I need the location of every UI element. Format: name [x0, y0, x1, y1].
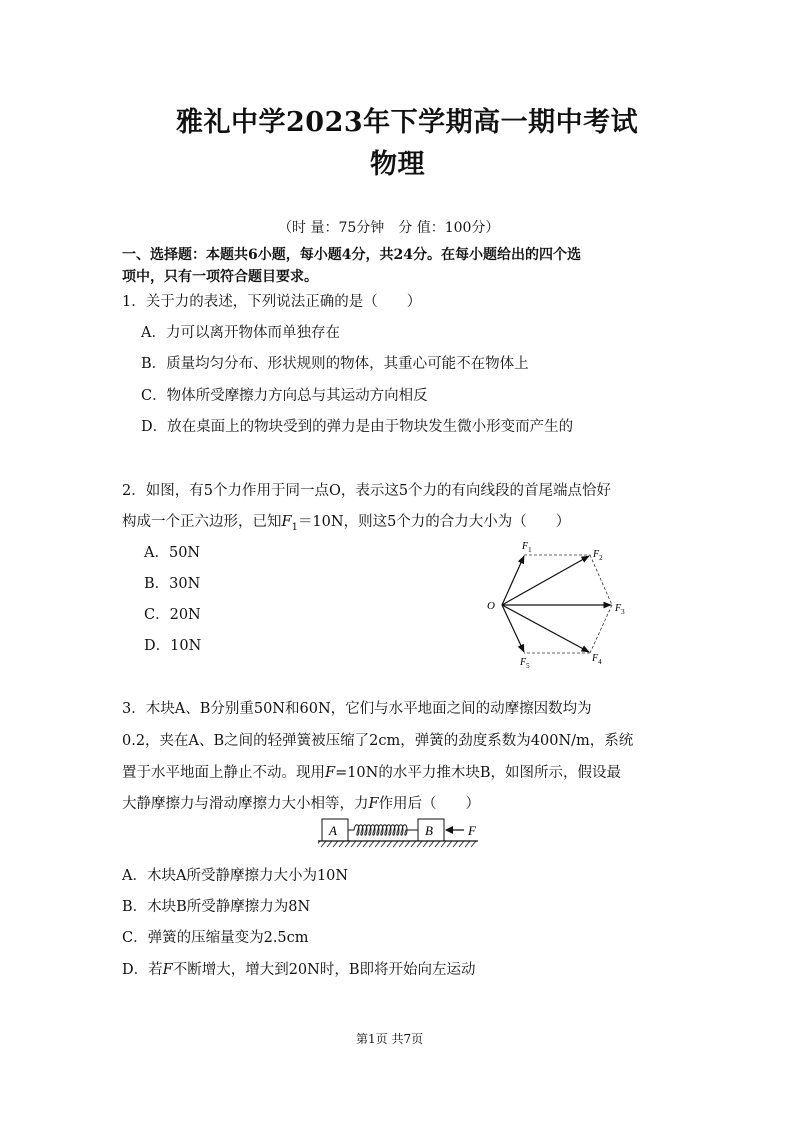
question-3-stem4-a: 大静摩擦力与滑动摩擦力大小相等，力 [122, 796, 369, 812]
force-label-sub: 2 [599, 554, 603, 562]
hatch-mark [318, 841, 320, 847]
question-2-option-c: C．20N [144, 607, 201, 623]
question-3-stem-line1: 3．木块A、B分别重50N和60N，它们与水平地面之间的动摩擦因数均为 [122, 701, 592, 717]
push-force-arrowhead [445, 826, 453, 834]
hatch-mark [459, 841, 464, 847]
question-2-stem-line2 [122, 510, 570, 533]
question-3-option-c: C．弹簧的压缩量变为2.5cm [122, 930, 309, 946]
question-1-stem: 1．关于力的表述，下列说法正确的是（ ） [122, 294, 422, 310]
block-a-label: A [329, 823, 337, 838]
force-label-f5 [519, 657, 530, 670]
force-subscript: 1 [291, 521, 298, 533]
question-2-option-b: B．30N [144, 576, 201, 592]
question-2-option-d: D．10N [144, 638, 202, 654]
question-2-stem-line1: 2．如图，有5个力作用于同一点O，表示这5个力的有向线段的首尾端点恰好 [122, 483, 612, 499]
question-3-stem3-b: =10N的水平力推木块B，如图所示，假设最 [335, 765, 622, 781]
hexagon-side [590, 555, 612, 605]
page-footer: 第1页 共7页 [356, 1032, 424, 1046]
force-arrow-f1 [502, 556, 524, 605]
hatch-mark [471, 841, 476, 847]
hatch-mark [417, 841, 422, 847]
force-arrow-f4 [502, 605, 589, 652]
hatch-mark [393, 841, 398, 847]
hatch-mark [351, 841, 356, 847]
hatch-mark [447, 841, 452, 847]
hatch-mark [321, 841, 326, 847]
hatch-mark [363, 841, 368, 847]
question-1-option-d: D．放在桌面上的物块受到的弹力是由于物块发生微小形变而产生的 [141, 419, 574, 435]
question-3-stem-line2: 0.2，夹在A、B之间的轻弹簧被压缩了2cm，弹簧的劲度系数为400N/m，系统 [122, 733, 634, 749]
hatch-mark [333, 841, 338, 847]
force-hexagon-diagram [480, 535, 640, 670]
hatch-mark [327, 841, 332, 847]
question-3-option-d-b: 不断增大，增大到20N时，B即将开始向左运动 [172, 962, 476, 978]
hatch-mark [429, 841, 434, 847]
origin-label: O [487, 600, 495, 612]
hatch-mark [465, 841, 470, 847]
hatch-mark [369, 841, 374, 847]
force-label-letter: F [522, 541, 529, 552]
hatch-mark [405, 841, 410, 847]
force-symbol: F [162, 962, 173, 978]
hatch-mark [387, 841, 392, 847]
hatch-mark [435, 841, 440, 847]
hatch-mark [357, 841, 362, 847]
force-symbol: F [368, 796, 379, 812]
question-3-stem-line4 [122, 792, 480, 813]
section-heading-line2: 项中，只有一项符合题目要求。 [122, 269, 318, 285]
question-1-option-c: C．物体所受摩擦力方向总与其运动方向相反 [141, 388, 428, 404]
spring [348, 825, 418, 836]
force-label-sub: 1 [528, 546, 532, 554]
hexagon-side [590, 605, 612, 653]
force-symbol: F [281, 514, 292, 530]
force-label-f4 [591, 653, 602, 666]
force-label-letter: F [593, 549, 600, 560]
question-3-option-d [122, 958, 476, 979]
exam-info: （时 量：75分钟 分 值：100分） [278, 220, 500, 236]
question-2-stem-text-a: 构成一个正六边形，已知 [122, 514, 282, 530]
force-label-f2 [592, 549, 603, 562]
hatch-mark [375, 841, 380, 847]
question-3-option-d-a: D．若 [122, 962, 163, 978]
force-label-f1 [521, 541, 532, 554]
section-heading-line1: 一、选择题：本题共6小题，每小题4分，共24分。在每小题给出的四个选 [122, 247, 581, 263]
force-label-sub: 4 [598, 658, 602, 666]
force-label-letter: F [592, 653, 599, 664]
question-3-stem-line3 [122, 761, 621, 782]
force-label-sub: 5 [526, 662, 530, 670]
question-1-option-a: A．力可以离开物体而单独存在 [141, 325, 340, 341]
hatch-mark [423, 841, 428, 847]
ground-hatching [318, 841, 476, 847]
force-label-f3 [614, 603, 625, 616]
hatch-mark [399, 841, 404, 847]
force-label-letter: F [520, 657, 527, 668]
subject-title: 物理 [370, 149, 425, 180]
hatch-mark [453, 841, 458, 847]
exam-title: 雅礼中学2023年下学期高一期中考试 [176, 107, 639, 138]
hatch-mark [345, 841, 350, 847]
force-arrow-f2 [502, 556, 589, 605]
question-2-stem-text-b: ＝10N，则这5个力的合力大小为（ ） [297, 514, 571, 530]
hatch-mark [339, 841, 344, 847]
hatch-mark [411, 841, 416, 847]
force-arrow-f5 [502, 605, 524, 652]
push-force-label: F [468, 823, 476, 838]
block-b-label: B [425, 823, 433, 838]
force-label-letter: F [615, 603, 622, 614]
hatch-mark [381, 841, 386, 847]
force-symbol: F [325, 765, 336, 781]
blocks-spring-diagram [318, 815, 488, 857]
question-3-stem3-a: 置于水平地面上静止不动。现用 [122, 765, 325, 781]
question-2-option-a: A．50N [144, 545, 201, 561]
question-1-option-b: B．质量均匀分布、形状规则的物体，其重心可能不在物体上 [141, 356, 529, 372]
force-label-sub: 3 [621, 608, 625, 616]
question-3-stem4-b: 作用后（ ） [378, 796, 481, 812]
hatch-mark [441, 841, 446, 847]
question-3-option-a: A．木块A所受静摩擦力大小为10N [122, 868, 349, 884]
question-3-option-b: B．木块B所受静摩擦力为8N [122, 899, 311, 915]
